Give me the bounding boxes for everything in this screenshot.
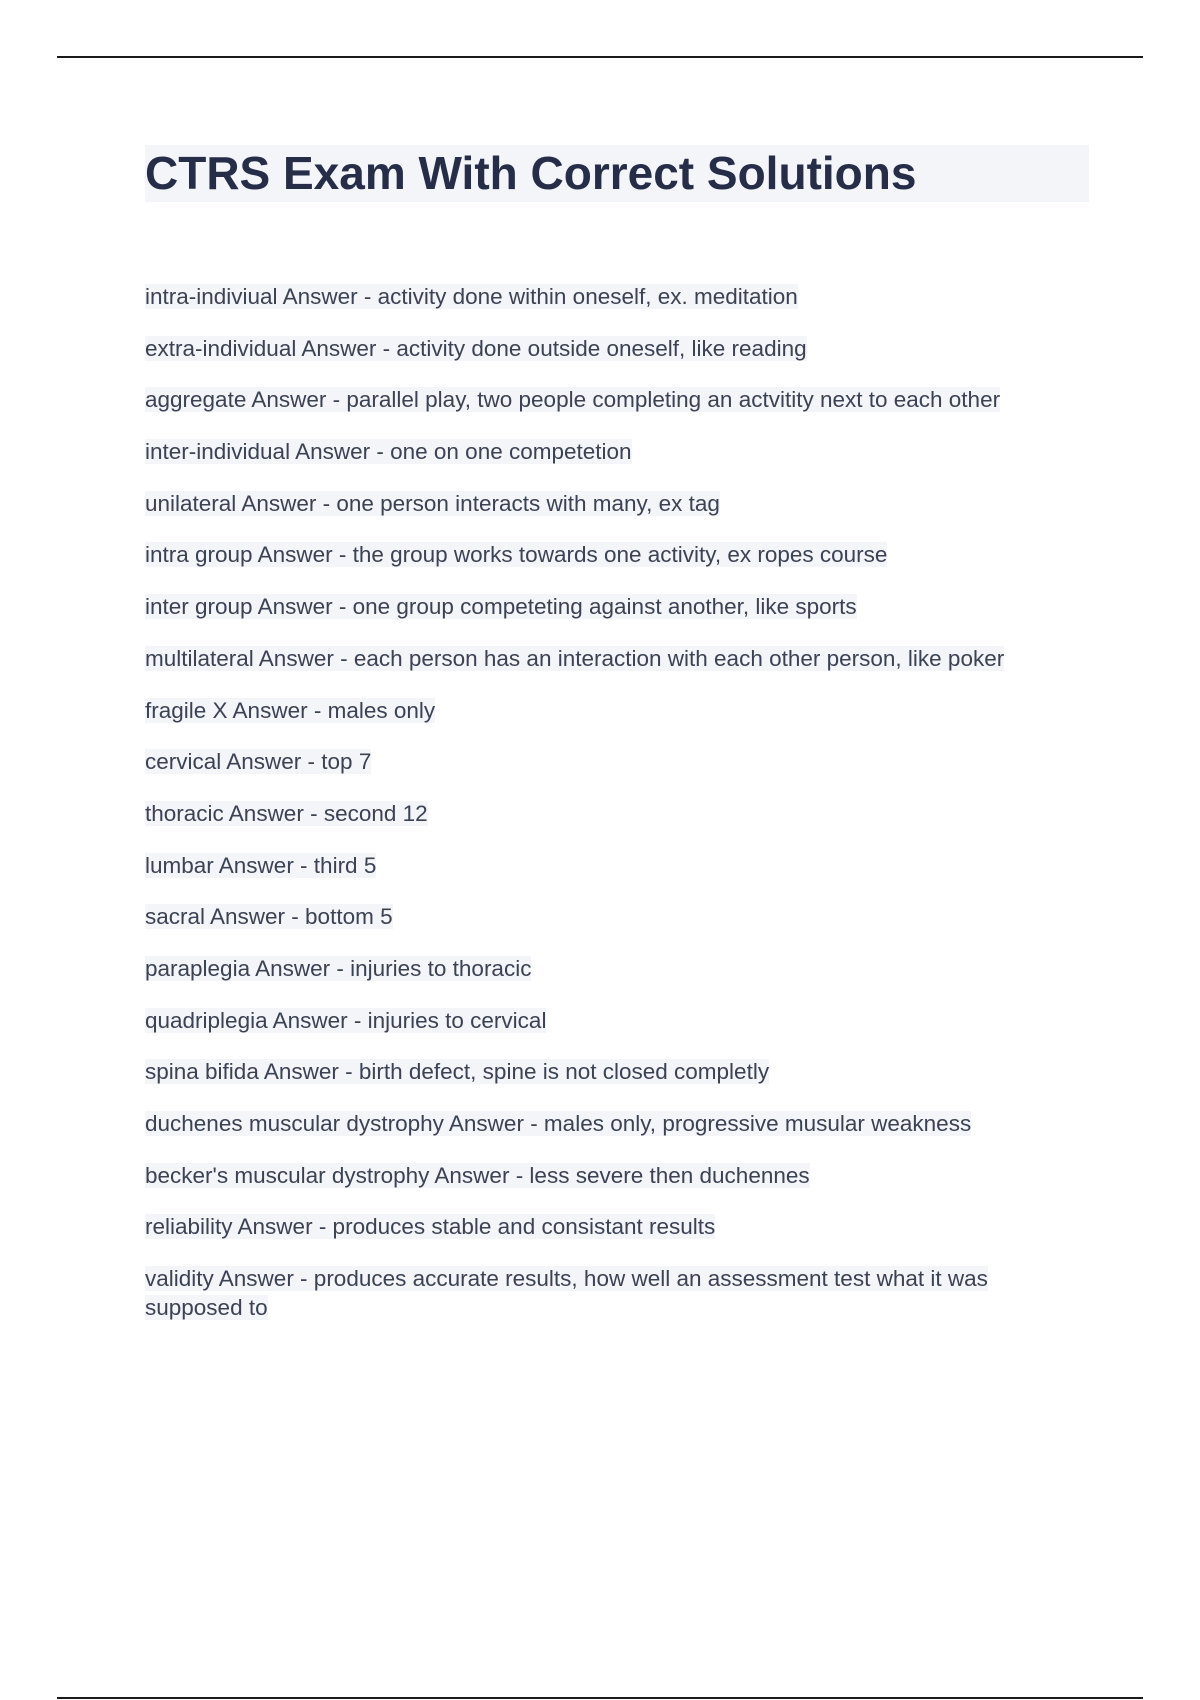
footer-rule — [57, 1697, 1143, 1699]
entry-text: reliability Answer - produces stable and consistant results — [145, 1214, 716, 1240]
entry-text: lumbar Answer - third 5 — [145, 852, 377, 878]
entry-text: paraplegia Answer - injuries to thoracic — [145, 955, 532, 981]
header-rule — [57, 56, 1143, 58]
list-item — [145, 644, 1089, 673]
list-item — [145, 1264, 1089, 1322]
list-item — [145, 696, 1089, 725]
list-item — [145, 437, 1089, 466]
list-item — [145, 1057, 1089, 1086]
list-item — [145, 540, 1089, 569]
entry-text: sacral Answer - bottom 5 — [145, 904, 393, 930]
list-item — [145, 799, 1089, 828]
entry-text: inter-individual Answer - one on one competetion — [145, 439, 632, 465]
entry-text: cervical Answer - top 7 — [145, 749, 372, 775]
list-item — [145, 1212, 1089, 1241]
entry-text: extra-individual Answer - activity done outside oneself, like reading — [145, 335, 807, 361]
list-item — [145, 1006, 1089, 1035]
entry-text: intra group Answer - the group works towards one activity, ex ropes course — [145, 542, 888, 568]
list-item — [145, 851, 1089, 880]
entry-text: becker's muscular dystrophy Answer - less severe then duchennes — [145, 1162, 810, 1188]
entry-text: inter group Answer - one group competeting against another, like sports — [145, 594, 857, 620]
list-item — [145, 282, 1089, 311]
list-item — [145, 747, 1089, 776]
list-item — [145, 334, 1089, 363]
list-item — [145, 902, 1089, 931]
entry-text: quadriplegia Answer - injuries to cervical — [145, 1007, 547, 1033]
list-item — [145, 489, 1089, 518]
entry-text: spina bifida Answer - birth defect, spine is not closed completly — [145, 1059, 770, 1085]
flashcard-list — [145, 282, 1089, 1345]
list-item — [145, 592, 1089, 621]
page-title: CTRS Exam With Correct Solutions — [145, 147, 917, 199]
list-item — [145, 954, 1089, 983]
entry-text: validity Answer - produces accurate results, how well an assessment test what it was supposed to — [145, 1266, 988, 1321]
list-item — [145, 1109, 1089, 1138]
entry-text: thoracic Answer - second 12 — [145, 800, 428, 826]
list-item — [145, 1161, 1089, 1190]
title-block — [145, 145, 1089, 202]
entry-text: duchenes muscular dystrophy Answer - males only, progressive musular weakness — [145, 1111, 972, 1136]
entry-text: unilateral Answer - one person interacts with many, ex tag — [145, 490, 720, 516]
list-item — [145, 385, 1089, 414]
entry-text: fragile X Answer - males only — [145, 697, 436, 723]
entry-text: aggregate Answer - parallel play, two people completing an actvitity next to each other — [145, 387, 1001, 413]
entry-text: intra-indiviual Answer - activity done within oneself, ex. meditation — [145, 284, 798, 309]
entry-text: multilateral Answer - each person has an interaction with each other person, like poker — [145, 645, 1005, 671]
